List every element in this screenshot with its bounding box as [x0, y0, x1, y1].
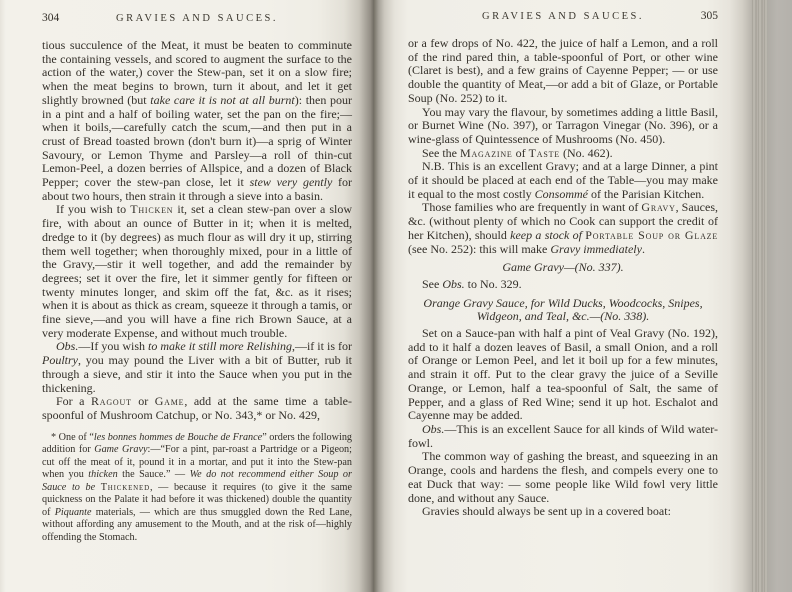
paragraph [408, 278, 718, 292]
text-run: tious succulence of the Meat, it must be beaten to comminute the containing vessels, and scored to augment the surface to the action of the water,) cover the Stew-pan, set it on a slow fire; when the meat begins to brown, turn it about, and let it get slightly browned (but [42, 38, 352, 107]
page-304-footnote [42, 432, 352, 545]
text-run: —This is an excellent Sauce for all kinds of Wild water-fowl. [408, 421, 718, 450]
italic-text: Obs. [442, 276, 465, 291]
italic-text: stew very gently [249, 175, 333, 190]
paragraph [408, 147, 718, 161]
text-run: for about two hours, then strain it through a sieve into a basin. [42, 175, 352, 203]
page-stack-edge [752, 0, 767, 592]
page-304 [0, 0, 374, 592]
paragraph [408, 450, 718, 505]
paragraph [408, 37, 718, 106]
text-run: to No. 329. [464, 276, 522, 291]
text-run: Those families who are frequently in want of [422, 200, 642, 215]
text-run: it, set a clean stew-pan over a slow fire, with about an ounce of Butter in it; when it is melted, dredge to it (by degrees) as much flour as will dry it up, stirring them well together; when thoroughly mixed, pour in a little of the Gravy,—stir it well together, and add the remainder by degrees; set it over the fire, let it simmer gently for fifteen or twenty minutes longer, and skim off the fat, &c. as it rises; when it is about as thick as cream, squeeze it through a tamis, or fine sieve,—and you will have a fine rich Brown Sauce, at a very moderate Expense, and without much trouble. [42, 202, 352, 340]
smallcaps-text: Thicken [130, 202, 174, 217]
page-number-left: 304 [42, 12, 60, 24]
italic-text: to make it still more Relishing [148, 339, 292, 354]
italic-text: Gravy immediately [550, 241, 642, 256]
page-305-body [408, 37, 718, 519]
paragraph [42, 340, 352, 395]
scan-backdrop [767, 0, 792, 592]
paragraph [408, 505, 718, 519]
text-run: , — because it requires (to give it the same quickness on the Palate it had before it was thickened) double the quantity of [42, 481, 352, 518]
paragraph [408, 201, 718, 256]
text-run: materials, — which are thus smuggled down the Red Lane, without affording any amusement to the Mouth, and at the risk of—highly offending the Stomach. [42, 506, 352, 543]
italic-text: Consommé [534, 186, 588, 201]
paragraph [408, 327, 718, 423]
paragraph [408, 423, 718, 450]
text-run: ” orders the following addition for [42, 431, 353, 456]
italic-text: Obs. [422, 421, 445, 436]
italic-text: les bonnes hommes de Bouche de France [93, 431, 263, 443]
text-run: N.B. This is an excellent Gravy; and at a large Dinner, a pint of it should be placed at each end of the Table—you may make it equal to the most costly [408, 159, 718, 201]
smallcaps-text: Gravy [641, 200, 676, 215]
page-number-right: 305 [700, 10, 718, 22]
page-305-header [408, 10, 718, 28]
text-run: of [512, 145, 529, 160]
italic-text: Obs. [56, 339, 79, 354]
italic-text: Game Gravy—(No. 337). [502, 260, 624, 275]
italic-text: take care it is not at all burnt [150, 92, 295, 107]
text-run: (No. 462). [559, 145, 613, 160]
smallcaps-text: Magazine [460, 145, 513, 160]
text-run: Set on a Sauce-pan with half a pint of Veal Gravy (No. 192), add to it half a dozen leaves of Basil, a small Onion, and a roll of Orange or Lemon Peel, and let it boil up for a few minutes, and strain it off. Put to the clear gravy the juice of a Seville Orange, or Lemon, half a tea-spoonful of Salt, the same of Pepper, and a glass of Red Wine; send it up hot. Eschalot and Cayenne may be added. [408, 326, 718, 423]
italic-text: Poultry [42, 353, 78, 368]
text-run: See the [422, 145, 460, 160]
page-305 [374, 0, 752, 592]
page-304-body [42, 39, 352, 423]
text-run: or [131, 394, 155, 409]
running-head-right: GRAVIES AND SAUCES. [482, 11, 644, 22]
smallcaps-text: Ragout [90, 394, 132, 409]
smallcaps-text: Game [154, 394, 185, 409]
text-run: . [641, 241, 645, 256]
text-run: —If you wish [78, 339, 149, 354]
text-run: of the Parisian Kitchen. [588, 186, 705, 201]
text-run: , Sauces, &c. (without plenty of which no Cook can support the credit of her Kitchen), should [408, 200, 719, 242]
paragraph [408, 106, 718, 147]
paragraph [42, 203, 352, 340]
section-heading [408, 261, 718, 275]
text-run: ,—if it is for [291, 339, 352, 354]
text-run: You may vary the flavour, by sometimes adding a little Basil, or Burnet Wine (No. 397), or Tarragon Vinegar (No. 396), or a wine-glass of Quintessence of Mushrooms (No. 450). [408, 104, 718, 146]
text-run: Gravies should always be sent up in a covered boat: [422, 504, 671, 519]
text-run: * One of “ [51, 431, 94, 443]
text-run: ): then pour in a pint and a half of boiling water, set the pan on the fire;—when it boils,—carefully catch the scum,—and then put in a crust of Bread toasted brown (don't burn it)—a sprig of Winter Savoury, or Lemon Thyme and Parsley—a roll of thin-cut Lemon-Peel, a dozen berries of Allspice, and a dozen of Black Pepper; cover the stew-pan close, let it [42, 92, 353, 190]
paragraph [42, 432, 352, 545]
italic-text: We do not recommend either Soup or Sauce to be [42, 469, 352, 493]
italic-text: Game Gravy [94, 444, 148, 456]
text-run: If you wish to [56, 202, 131, 217]
text-run: , you may pound the Liver with a bit of Butter, rub it through a sieve, and stir it into the Sauce when you put in the thickening. [42, 353, 352, 395]
italic-text: thicken [88, 469, 118, 481]
italic-text: Orange Gravy Sauce, for Wild Ducks, Woodcocks, Snipes, Widgeon, and Teal, &c.—(No. 338). [423, 295, 703, 324]
paragraph [42, 39, 352, 203]
smallcaps-text: Portable Soup or Glaze [585, 227, 719, 242]
text-run: See [422, 276, 443, 291]
italic-text: Piquante [54, 506, 92, 518]
paragraph [408, 160, 718, 201]
smallcaps-text: Taste [528, 145, 560, 160]
page-304-header [42, 12, 352, 30]
section-heading [408, 297, 718, 324]
paragraph [42, 395, 352, 422]
text-run: (see No. 252): this will make [408, 241, 551, 256]
text-run: The common way of gashing the breast, and squeezing in an Orange, cools and hardens the flesh, and compels every one to eat Duck that way: — some people like Wild fowl very little done, and without any Sauce. [408, 449, 718, 505]
running-head-left: GRAVIES AND SAUCES. [116, 13, 278, 24]
text-run: For a [56, 394, 91, 409]
text-run: or a few drops of No. 422, the juice of half a Lemon, and a roll of the rind pared thin, a table-spoonful of Port, or other wine (Claret is best), and a few grains of Cayenne Pepper; — or use double the quantity of Meat,—or add a bit of Glaze, or Portable Soup (No. 252) to it. [408, 36, 718, 105]
text-run: , add at the same time a table-spoonful of Mushroom Catchup, or No. 343,* or No. 429, [42, 394, 352, 422]
italic-text: keep a stock of [510, 227, 582, 242]
text-run: :—“For a pint, par-roast a Partridge or a Pigeon; cut off the meat of it, pound it in a mortar, and put it into the Stew-pan when you [42, 444, 352, 481]
smallcaps-text: Thickened [100, 481, 150, 493]
text-run: the Sauce.” — [117, 469, 190, 481]
